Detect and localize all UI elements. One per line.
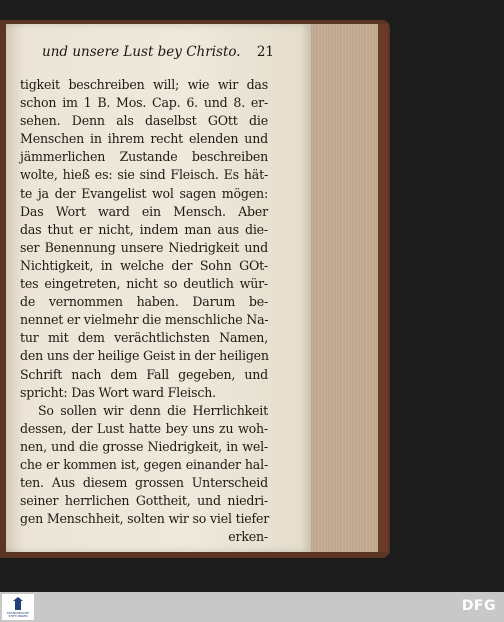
text-line: nen, und die grosse Niedrigkeit, in wel- [20,438,268,454]
text-line: Menschen in ihrem recht elenden und [20,131,268,147]
text-line: So sollen wir denn die Herrlichkeit [38,402,268,418]
header-title: und unsere Lust bey Christo. [42,44,241,60]
library-logo[interactable] [2,594,34,620]
text-line: Das Wort ward ein Mensch. Aber [20,203,268,219]
text-line: dessen, der Lust hatte bey uns zu woh- [20,420,268,436]
page-number: 21 [256,44,274,60]
text-line: ten. Aus diesem grossen Unterscheid [20,475,268,491]
logo-text: FRANCKESCHE STIFTUNGEN [6,611,30,618]
text-line: den uns der heilige Geist in der heiligen [20,348,269,364]
building-icon [12,597,24,611]
text-line: jämmerlichen Zustande beschreiben [20,149,268,165]
text-line: das thut er nicht, indem man aus die- [20,221,268,237]
book-page [6,24,311,552]
text-line: schon im 1 B. Mos. Cap. 6. und 8. er- [20,95,268,111]
text-line: seiner herrlichen Gottheit, und niedri- [20,493,268,509]
text-line: de vernommen haben. Darum be- [20,294,268,310]
running-header [42,44,274,64]
text-line: wolte, hieß es: sie sind Fleisch. Es hät- [20,167,268,183]
text-line: gen Menschheit, solten wir so viel tiefer [20,511,270,527]
text-line: Schrift nach dem Fall gegeben, und [20,366,268,382]
text-line: tes eingetreten, nicht so deutlich wür- [20,276,268,292]
text-line: nennet er vielmehr die menschliche Na- [20,312,269,328]
text-line: ser Benennung unsere Niedrigkeit und [20,239,268,255]
text-line: che er kommen ist, gegen einander hal- [20,456,268,472]
dfg-logo[interactable]: DFG [461,598,496,614]
page-edges [308,24,388,552]
text-line: te ja der Evangelist wol sagen mögen: [20,185,268,201]
text-line: tur mit dem verächtlichsten Namen, [20,330,268,346]
catchword: erken- [228,529,268,545]
page-body-text [20,76,268,546]
text-line: spricht: Das Wort ward Fleisch. [20,384,216,400]
text-line: sehen. Denn als daselbst GOtt die [20,113,268,129]
text-line: Nichtigkeit, in welche der Sohn GOt- [20,257,268,273]
footer-bar [0,592,504,622]
text-line: tigkeit beschreiben will; wie wir das [20,77,268,92]
